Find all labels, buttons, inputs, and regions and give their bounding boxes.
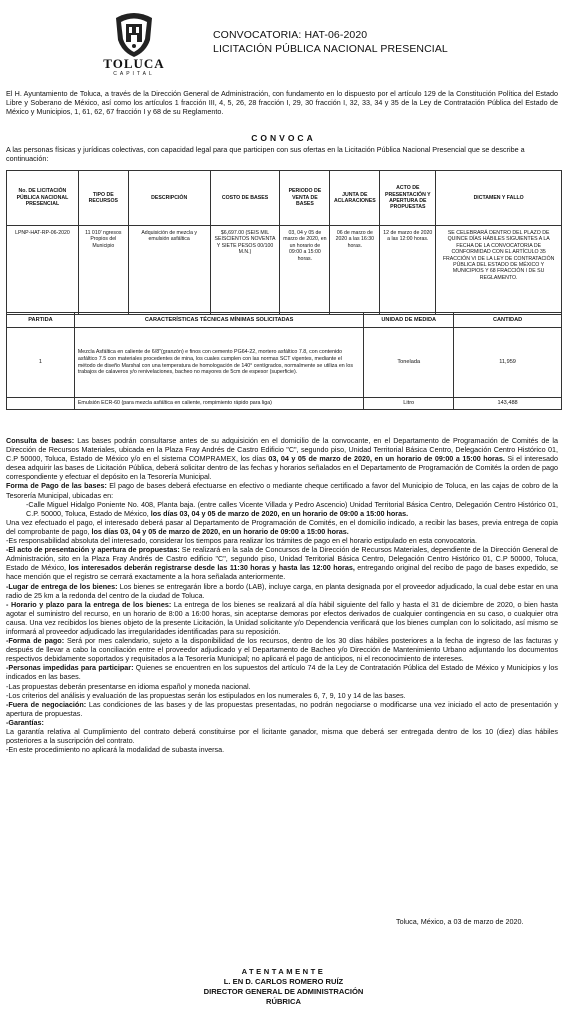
- text: entregando original del recibo de pago de bases expedido, se hace mención que el registro se cerrará exactamente a la hora señalada anteriormente.: [6, 563, 558, 582]
- table-cell: Litro: [364, 398, 454, 410]
- table-cell: 03, 04 y 05 de marzo de 2020, en un horario de 09:00 a 15:00 horas.: [280, 226, 330, 315]
- body-text: [6, 436, 558, 754]
- document-date: Toluca, México, a 03 de marzo de 2020.: [396, 917, 524, 926]
- responsabilidad-paragraph: -Es responsabilidad absoluta del interesado, considerar los tiempos para realizar los trámites de pago en el horario estipulado en esta convocatoria.: [6, 536, 478, 546]
- table-row: [7, 398, 562, 410]
- logo-subtext: CAPITAL: [113, 71, 155, 77]
- text: Las condiciones de las bases y de las propuestas presentadas, no podrán negociarse o modificarse una vez iniciado el acto de presentación y apertura de propuestas.: [6, 699, 558, 718]
- table-cell: LPNP-HAT-RP-06-2020: [7, 226, 79, 315]
- text: Una vez efectuado el pago, el interesado deberá pasar al Departamento de Programación de Comités, en el domicilio indicado, a recibir las bases, previa entrega de copia del comprobante de pago,: [6, 517, 558, 536]
- forma-pago-bases-paragraph: [6, 481, 558, 499]
- header-cell: ACTO DE PRESENTACIÓN Y APERTURA DE PROPUESTAS: [380, 171, 436, 226]
- header: [0, 0, 567, 86]
- emphasis: 03, 04 y 05 de marzo de 2020, en un horario de 09:00 a 15:00 horas.: [268, 454, 505, 464]
- signature-block: [0, 967, 567, 1007]
- text: Será por mes calendario, sujeto a la disponibilidad de los recursos, dentro de los 30 días hábiles posteriores a la fecha de ingreso de las facturas y después de llevar a cabo la conciliación entre el proveedor adjudicado y el Departamento de Bacheo y/o Dirección de Mantenimiento Urbano adjuntando los documentos respectivos debidamente soportados y requisitados a la Tesorería Municipal; no aplicará el pago de anticipos, ni el reconocimiento de intereses.: [6, 636, 558, 664]
- text: Se realizará en la sala de Concursos de la Dirección de Recursos Materiales, dependiente de la Dirección General de Administración, sito en la Plaza Fray Andrés de Castro edificio "C", segundo piso, Unidad Territorial Básica Centro, Delegación Centro Histórico 01, C.P 50000, Toluca, Estado de México,: [6, 545, 558, 573]
- text: La entrega de los bienes se realizará al día hábil siguiente del fallo y hasta el 31 de diciembre de 2020, o bien hasta agotar el suministro del recurso, en un horario de 8:00 a 16:00 horas, sin aceptarse demoras por efectos derivados de cualquier contingencia en su caso, o cualquier otra causa. Una vez recibidos los bienes objeto de la presente Licitación, la Unidad solicitante y/o Dependencia verificará que los bienes cumplan con lo solicitado, así mismo se informará al proveedor adjudicado las irregularidades identificadas para su reposición.: [6, 599, 559, 636]
- text: Los bienes se entregarán libre a bordo (LAB), incluye carga, en planta designada por el proveedor adjudicado, la cual debe estar en una radio de 25 km a la redonda del centro de la ciudad de Toluca.: [6, 581, 558, 600]
- table-cell: Tonelada: [364, 328, 454, 398]
- header-cell: No. DE LICITACIÓN PÚBLICA NACIONAL PRESENCIAL: [7, 171, 79, 226]
- table-cell: 11,959: [454, 328, 562, 398]
- text: Quienes se encuentren en los supuestos del artículo 74 de la Ley de Contratación Pública del Estado de México y Municipios y los indicados en las bases.: [6, 663, 558, 682]
- document-title: [213, 28, 448, 56]
- label: -Lugar de entrega de los bienes:: [6, 581, 118, 591]
- table-cell: $6,697.00 (SEIS MIL SEISCIENTOS NOVENTA Y SIETE PESOS 00/100 M.N.): [210, 226, 280, 315]
- text: El pago de bases deberá efectuarse en efectivo o mediante cheque certificado a favor del Municipio de Toluca, en las cajas de cobro de la Tesorería Municipal, ubicadas en:: [6, 481, 558, 500]
- lugar-entrega-paragraph: [6, 582, 558, 600]
- text: -Calle Miguel Hidalgo Poniente No. 408, Planta baja. (entre calles Vicente Villada y Pedro Ascencio) Unidad Territorial Básica Centro, Delegación Centro Histórico 01, C.P. 50000, Toluca, Estado de México,: [26, 499, 558, 518]
- subasta-paragraph: -En este procedimiento no aplicará la modalidad de subasta inversa.: [6, 745, 225, 755]
- partidas-table: [6, 312, 562, 410]
- table-cell: Adquisición de mezcla y emulsión asfáltica: [128, 226, 210, 315]
- header-cell: CARACTERÍSTICAS TÉCNICAS MÍNIMAS SOLICITADAS: [74, 313, 363, 328]
- table-cell: SE CELEBRARÁ DENTRO DEL PLAZO DE QUINCE DÍAS HÁBILES SIGUIENTES A LA FECHA DE LA CONVOCATORIA DE CONFORMIDAD CON EL ARTÍCULO 35 FRACCIÓN VI DE LA LEY DE CONTRATACIÓN PÚBLICA DEL ESTADO DE MÉXICO Y MUNICIPIOS Y 68 FRACCIÓN I DE SU REGLAMENTO.: [436, 226, 562, 315]
- table-cell: [7, 398, 75, 410]
- recibir-bases-paragraph: [6, 518, 558, 536]
- garantia-paragraph: La garantía relativa al Cumplimiento del contrato deberá constituirse por el licitante ganador, misma que deberá ser entregada dentro de los 10 (diez) días hábiles posteriores a la suscripción del contrato.: [6, 727, 558, 746]
- label: -Garantías:: [6, 717, 44, 727]
- label: -Forma de pago:: [6, 636, 65, 646]
- personas-impedidas-paragraph: [6, 663, 558, 681]
- header-cell: PARTIDA: [7, 313, 75, 328]
- toluca-logo: [98, 10, 170, 82]
- header-cell: COSTO DE BASES: [210, 171, 280, 226]
- idioma-paragraph: -Las propuestas deberán presentarse en idioma español y moneda nacional.: [6, 681, 251, 691]
- emphasis: los interesados deberán registrarse desde las 11:30 horas y hasta las 12:00 horas,: [68, 563, 355, 573]
- table-cell: 06 de marzo de 2020 a las 16:30 horas.: [330, 226, 380, 315]
- cajas-cobro-paragraph: [6, 500, 558, 518]
- label: -El acto de presentación y apertura de propuestas:: [6, 545, 180, 555]
- text: Las bases podrán consultarse antes de su adquisición en el domicilio de la convocante, en el Departamento de Programación de Comités de la Dirección de Recursos Materiales, ubicada en la Plaza Fray Andrés de Castro Edificio "C", segundo piso, Unidad Territorial Básica Centro, Delegación Centro Histórico 01, C.P 50000, Toluca, Estado de México y/o en el sistema COMPRAMEX, los días: [6, 436, 559, 464]
- fuera-negociacion-paragraph: [6, 700, 558, 718]
- logo-text: TOLUCA: [103, 56, 165, 71]
- label: -Personas impedidas para participar:: [6, 663, 134, 673]
- forma-pago-paragraph: [6, 636, 558, 663]
- consulta-bases-paragraph: [6, 436, 558, 481]
- table-row: [7, 328, 562, 398]
- table-cell: Mezcla Asfáltica en caliente de 6/8"(granzón) e finos con cemento PG64-22, mortero asfáltico 7.8, con contenido asfáltico 7.5 con materiales procedentes de mina, los cuales cumplen con las normas SCT vigentes, mediante el método de diseño Marshal con una temperatura de homologación de 140° centígrados, normalmente se utiliza en los trabajos de calaveros y/o renivelaciones, bacheo no mayores de 5cm de espesor (superficie).: [74, 328, 363, 398]
- label: Forma de Pago de las bases:: [6, 481, 107, 491]
- header-cell: JUNTA DE ACLARACIONES: [330, 171, 380, 226]
- table-cell: Emulsión ECR-60 (para mezcla asfáltica en caliente, rompimiento rápido para liga): [74, 398, 363, 410]
- table-header-row: [7, 171, 562, 226]
- header-cell: CANTIDAD: [454, 313, 562, 328]
- garantias-heading: [6, 718, 558, 727]
- criterios-paragraph: -Los criterios del análisis y evaluación de las propuestas serán los estipulados en los numerales 6, 7, 9, 10 y 14 de las bases.: [6, 690, 406, 700]
- signature-title: DIRECTOR GENERAL DE ADMINISTRACIÓN: [203, 987, 364, 996]
- header-cell: TIPO DE RECURSOS: [78, 171, 128, 226]
- table-cell: 1: [7, 328, 75, 398]
- table-cell: 12 de marzo de 2020 a las 12:00 horas.: [380, 226, 436, 315]
- acto-presentacion-paragraph: [6, 545, 558, 581]
- table-cell: 11 010' ngresos Propios del Municipio: [78, 226, 128, 315]
- label: -Fuera de negociación:: [6, 699, 87, 709]
- title-line-2: LICITACIÓN PÚBLICA NACIONAL PRESENCIAL: [213, 43, 448, 55]
- emphasis: los días 03, 04 y 05 de marzo de 2020, en un horario de 09:00 a 15:00 horas.: [150, 508, 409, 518]
- emphasis: los días 03, 04 y 05 de marzo de 2020, en un horario de 09:00 a 15:00 horas.: [91, 526, 349, 536]
- label: - Horario y plazo para la entrega de los bienes:: [6, 599, 172, 609]
- label: Consulta de bases:: [6, 436, 75, 445]
- intro-paragraph: El H. Ayuntamiento de Toluca, a través de la Dirección General de Administración, con fundamento en lo dispuesto por el artículo 129 de la Constitución Política del Estado Libre y Soberano de México, así como los artículos 1 fracción III, 4, 5, 26, 28 fracción I, 29, 30 fracción I, 32, 33, 34 y 35 de la Ley de Contratación Pública del Estado de México y Municipios, 1, 61, 62, 67 fracción I y 68 de su Reglamento.: [6, 89, 558, 117]
- text: Si el interesado desea adquirir las bases de Licitación Pública, deberá solicitar dentro de las fechas y horarios señalados en el Departamento de Programación de Comités la orden de pago correspondiente y efectuar el depósito en la Tesorería Municipal.: [6, 454, 558, 482]
- coat-of-arms-icon: [112, 10, 156, 58]
- title-line-1: CONVOCATORIA: HAT-06-2020: [213, 29, 368, 41]
- horario-entrega-paragraph: [6, 600, 558, 636]
- signature-rubrica: RÚBRICA: [265, 997, 301, 1006]
- convoca-heading: CONVOCA: [251, 133, 316, 143]
- table-header-row: [7, 313, 562, 328]
- header-cell: UNIDAD DE MEDIDA: [364, 313, 454, 328]
- signature-name: L. EN D. CARLOS ROMERO RUÍZ: [223, 977, 344, 986]
- header-cell: DESCRIPCIÓN: [128, 171, 210, 226]
- intro2-paragraph: A las personas físicas y jurídicas colectivas, con capacidad legal para que participen con sus ofertas en la Licitación Pública Nacional Presencial que se describe a continuación:: [6, 145, 525, 164]
- signature-line-1: ATENTAMENTE: [241, 967, 326, 976]
- licitacion-table: [6, 170, 562, 315]
- header-cell: PERIODO DE VENTA DE BASES: [280, 171, 330, 226]
- table-row: [7, 226, 562, 315]
- header-cell: DICTAMEN Y FALLO: [436, 171, 562, 226]
- table-cell: 143,488: [454, 398, 562, 410]
